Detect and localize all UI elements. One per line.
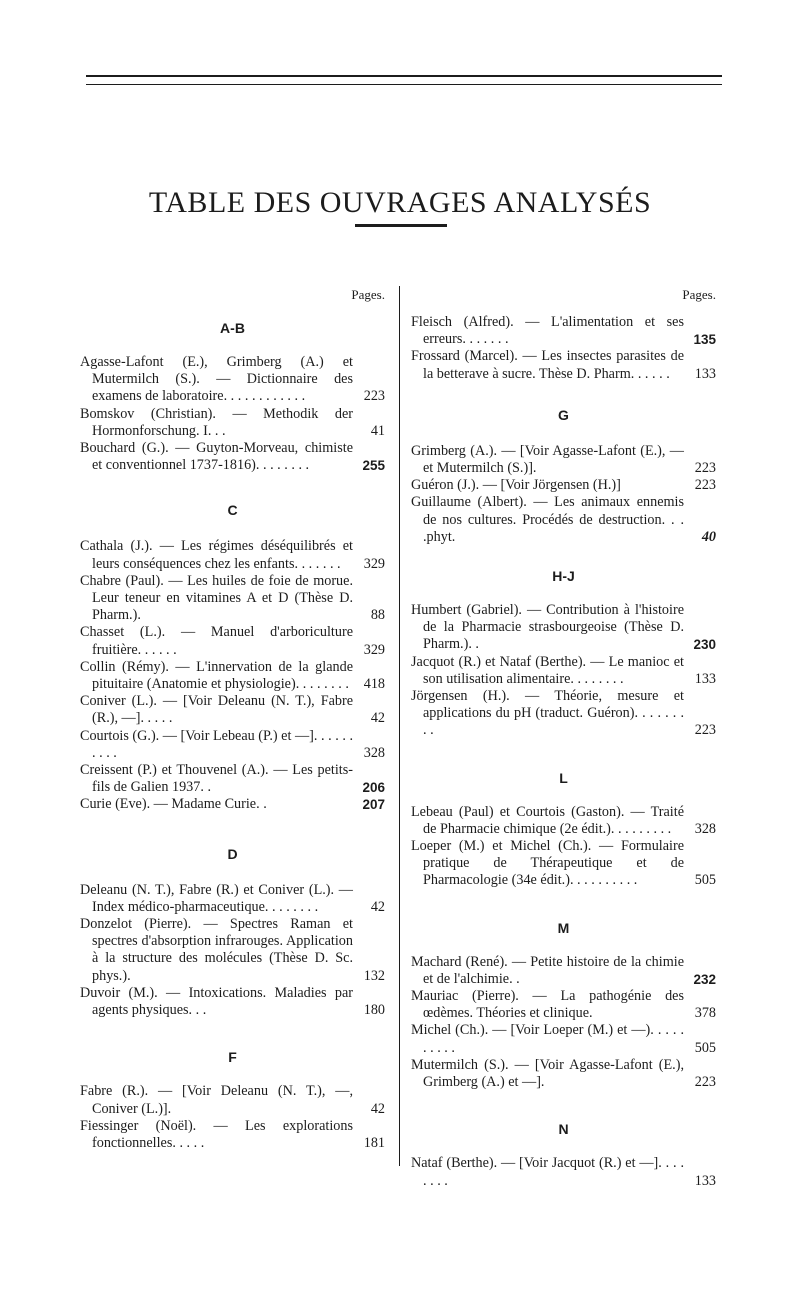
index-entry: [411, 1022, 716, 1056]
index-entry: [80, 985, 385, 1019]
top-rule-thin: [86, 84, 722, 85]
entry-text: Nataf (Berthe). — [Voir Jacquot (R.) et —]. . . . . . . .: [411, 1155, 684, 1189]
entry-page-number: 329: [363, 641, 385, 658]
entry-page-number: 206: [362, 780, 385, 796]
section-spacer: [411, 304, 716, 314]
entry-text: Mauriac (Pierre). — La pathogénie des œdèmes. Théories et clinique.: [411, 988, 684, 1022]
index-entry: [80, 659, 385, 693]
section-heading: A-B: [220, 320, 245, 336]
entry-page-number: 133: [694, 670, 716, 687]
section-heading: M: [557, 919, 570, 936]
index-entry: [80, 1118, 385, 1152]
entry-text: Collin (Rémy). — L'innervation de la glande pituitaire (Anatomie et physiologie). . . . . . . .: [80, 658, 353, 693]
index-entry: [80, 624, 385, 658]
entry-page-number: 135: [693, 332, 716, 348]
entry-page-number: 223: [694, 722, 716, 739]
index-entry: [411, 477, 716, 494]
entry-page-number: 223: [363, 388, 385, 405]
entry-text: Grimberg (A.). — [Voir Agasse-Lafont (E.), — et Mutermilch (S.)].: [411, 442, 684, 477]
section-heading: L: [559, 769, 568, 786]
entry-text: Courtois (G.). — [Voir Lebeau (P.) et —]. . . . . . . . . .: [80, 727, 353, 761]
index-entry: [411, 1155, 716, 1189]
index-entry: [411, 494, 716, 546]
section-heading: G: [558, 406, 569, 423]
index-entry: [80, 762, 385, 796]
entry-page-number: 42: [370, 1100, 385, 1117]
section-heading: F: [228, 1049, 237, 1066]
entry-text: Chabre (Paul). — Les huiles de foie de morue. Leur teneur en vitamines A et D (Thèse D. Pharm.).: [80, 572, 353, 624]
index-entry: [80, 354, 385, 406]
index-entry: [411, 688, 716, 740]
entry-page-number: 180: [363, 1002, 385, 1019]
index-entry: [80, 882, 385, 916]
column-divider: [399, 286, 400, 1166]
index-entry: [411, 314, 716, 348]
entry-page-number: 40: [701, 528, 716, 545]
right-column: [411, 286, 716, 1190]
left-column: [80, 286, 385, 1152]
entry-page-number: 88: [370, 607, 385, 624]
top-rule-thick: [86, 75, 722, 77]
entry-page-number: 207: [362, 797, 385, 813]
entry-page-number: 223: [694, 460, 716, 477]
index-entry: [411, 954, 716, 988]
index-entry: [411, 988, 716, 1022]
index-entry: [80, 406, 385, 440]
entry-text: Frossard (Marcel). — Les insectes parasites de la betterave à sucre. Thèse D. Pharm. . . . . .: [411, 348, 684, 382]
section-heading: H-J: [552, 568, 575, 585]
entry-text: Guillaume (Albert). — Les animaux ennemis de nos cultures. Procédés de destruction. . . .phyt.: [411, 494, 684, 545]
entry-text: Fabre (R.). — [Voir Deleanu (N. T.), —, Coniver (L.)].: [80, 1083, 353, 1117]
index-entry: [80, 796, 385, 813]
entry-text: Guéron (J.). — [Voir Jörgensen (H.)]: [411, 477, 621, 494]
entry-text: Fiessinger (Noël). — Les explorations fonctionnelles. . . . .: [80, 1117, 353, 1151]
entry-text: Jacquot (R.) et Nataf (Berthe). — Le manioc et son utilisation alimentaire. . . . . . . .: [411, 653, 684, 687]
index-entry: [411, 804, 716, 838]
entry-text: Chasset (L.). — Manuel d'arboriculture fruitière. . . . . .: [80, 624, 353, 658]
index-entry: [411, 654, 716, 688]
index-entry: [411, 838, 716, 890]
entry-page-number: 133: [694, 365, 716, 382]
pages-header-left: Pages.: [351, 287, 385, 302]
entry-text: Bouchard (G.). — Guyton-Morveau, chimiste et conventionnel 1737-1816). . . . . . . .: [80, 440, 353, 474]
entry-page-number: 223: [694, 1074, 716, 1091]
entry-text: Donzelot (Pierre). — Spectres Raman et spectres d'absorption infrarouges. Application à la structure des molécules (Thèse D. Sc. phys.).: [80, 916, 353, 984]
entry-page-number: 505: [694, 872, 716, 889]
entry-text: Lebeau (Paul) et Courtois (Gaston). — Traité de Pharmacie chimique (2e édit.). . . . . . . . .: [411, 803, 684, 837]
entry-page-number: 42: [370, 710, 385, 727]
index-entry: [80, 916, 385, 985]
entry-text: Humbert (Gabriel). — Contribution à l'histoire de la Pharmacie strasbourgeoise (Thèse D. Pharm.). .: [411, 602, 684, 653]
section-heading: N: [558, 1121, 569, 1138]
entry-page-number: 505: [694, 1039, 716, 1056]
entry-text: Michel (Ch.). — [Voir Loeper (M.) et —). . . . . . . . . .: [411, 1022, 684, 1056]
entry-page-number: 328: [694, 820, 716, 837]
entry-page-number: 232: [693, 971, 716, 987]
index-entry: [80, 728, 385, 762]
entry-text: Creissent (P.) et Thouvenel (A.). — Les petits-fils de Galien 1937. .: [80, 762, 353, 796]
index-entry: [411, 1057, 716, 1091]
entry-text: Machard (René). — Petite histoire de la chimie et de l'alchimie. .: [411, 953, 684, 987]
index-entry: [80, 538, 385, 572]
entry-page-number: 42: [370, 898, 385, 915]
entry-text: Duvoir (M.). — Intoxications. Maladies par agents physiques. . .: [80, 984, 353, 1019]
entry-text: Bomskov (Christian). — Methodik der Hormonforschung. I. . .: [80, 405, 353, 439]
index-entry: [411, 348, 716, 382]
index-entry: [80, 440, 385, 474]
index-entry: [80, 1083, 385, 1117]
section-heading: D: [227, 845, 238, 862]
left-sections: [80, 320, 385, 1152]
entry-text: Cathala (J.). — Les régimes déséquilibrés et leurs conséquences chez les enfants. . . . . . .: [80, 538, 353, 572]
entry-text: Jörgensen (H.). — Théorie, mesure et applications du pH (traduct. Guéron). . . . . . . . .: [411, 688, 684, 739]
page-title: TABLE DES OUVRAGES ANALYSÉS: [148, 186, 652, 220]
index-entry: [411, 443, 716, 477]
index-entry: [411, 602, 716, 654]
entry-text: Mutermilch (S.). — [Voir Agasse-Lafont (E.), Grimberg (A.) et —].: [411, 1056, 684, 1091]
entry-page-number: 255: [362, 458, 385, 474]
entry-page-number: 132: [363, 967, 385, 984]
right-sections: [411, 304, 716, 1190]
entry-page-number: 328: [363, 744, 385, 761]
entry-page-number: 181: [363, 1134, 385, 1151]
entry-text: Curie (Eve). — Madame Curie. .: [80, 796, 267, 813]
entry-text: Agasse-Lafont (E.), Grimberg (A.) et Mutermilch (S.). — Dictionnaire des examens de laboratoire. . . . . . . . . . . .: [80, 354, 353, 405]
entry-page-number: 418: [363, 676, 385, 693]
entry-page-number: 378: [694, 1005, 716, 1022]
entry-text: Loeper (M.) et Michel (Ch.). — Formulaire pratique de Thérapeutique et de Pharmacologie (34e édit.). . . . . . . . . .: [411, 838, 684, 889]
section-heading: C: [227, 502, 238, 519]
entry-page-number: 329: [363, 555, 385, 572]
entry-text: Deleanu (N. T.), Fabre (R.) et Coniver (L.). — Index médico-pharmaceutique. . . . . . . .: [80, 881, 353, 915]
entry-page-number: 41: [370, 422, 385, 439]
entry-text: Coniver (L.). — [Voir Deleanu (N. T.), Fabre (R.), —]. . . . .: [80, 693, 353, 727]
index-entry: [80, 693, 385, 727]
entry-page-number: 133: [694, 1172, 716, 1189]
entry-page-number: 230: [693, 637, 716, 653]
entry-text: Fleisch (Alfred). — L'alimentation et ses erreurs. . . . . . .: [411, 314, 684, 348]
title-underline: [355, 224, 447, 227]
index-entry: [80, 573, 385, 625]
pages-header-right: Pages.: [682, 287, 716, 302]
entry-page-number: 223: [694, 477, 716, 494]
